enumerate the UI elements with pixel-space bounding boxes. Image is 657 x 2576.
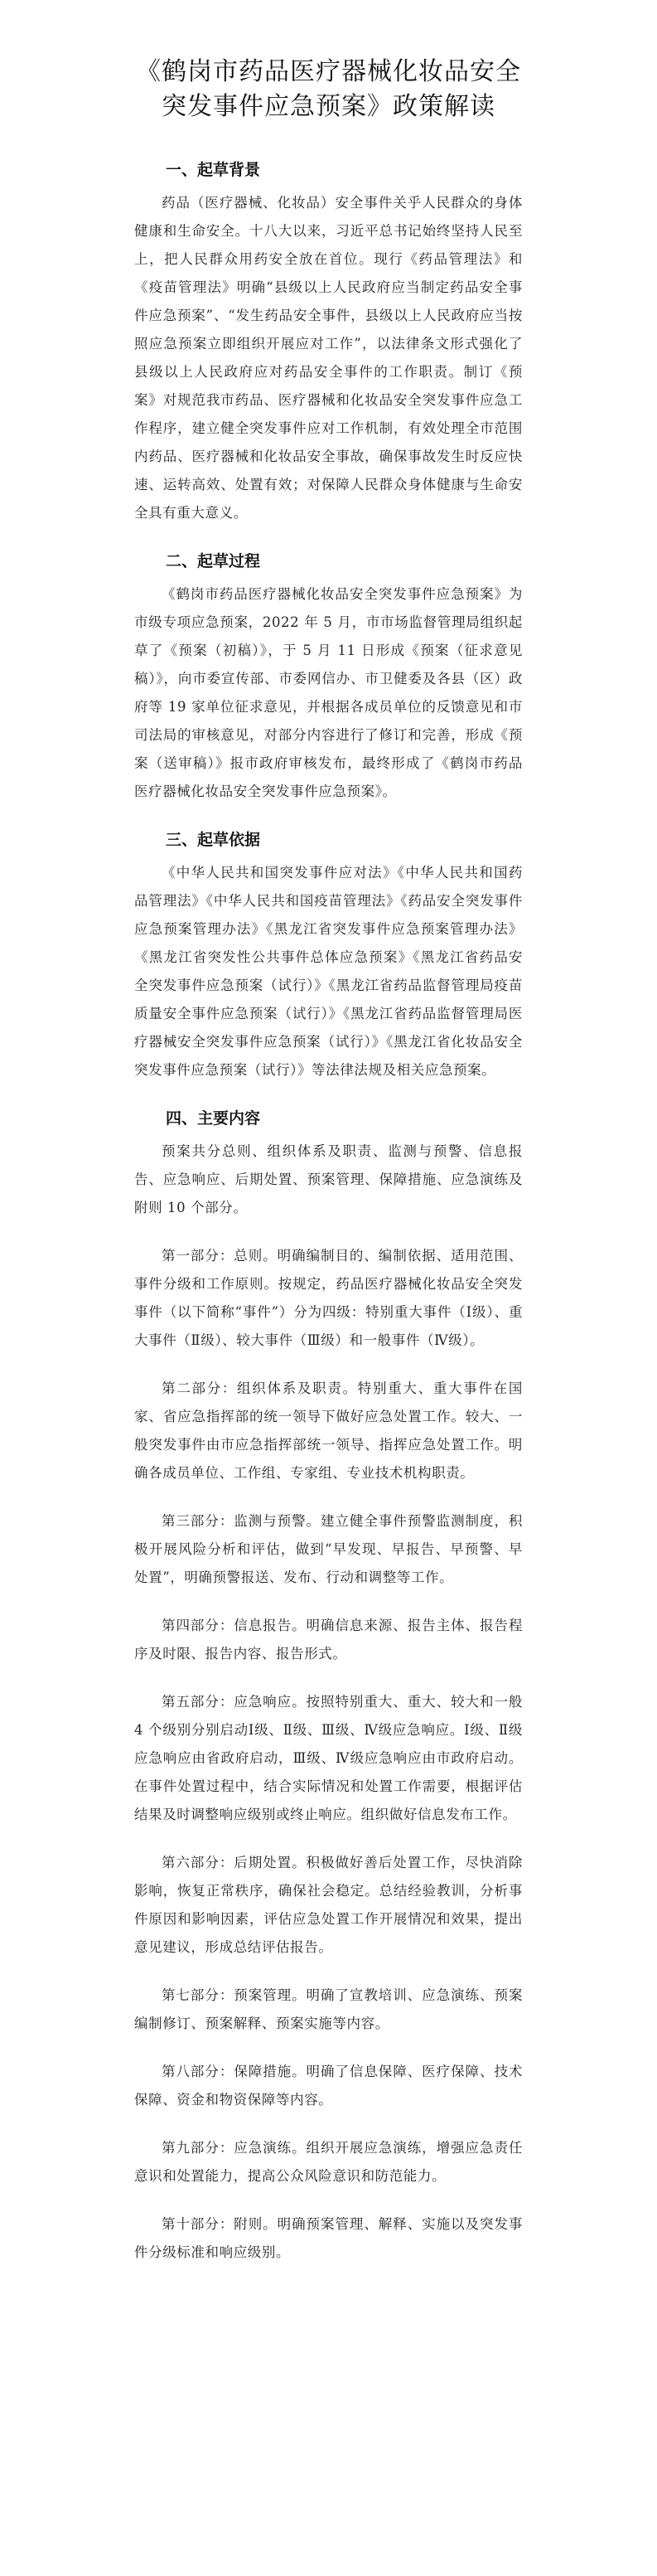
part-7-paragraph: 第七部分：预案管理。明确了宣教培训、应急演练、预案编制修订、预案解释、预案实施等内容。 — [134, 1987, 523, 2031]
section-paragraph: 《中华人民共和国突发事件应对法》《中华人民共和国药品管理法》《中华人民共和国疫苗管理法》《药品安全突发事件应急预案管理办法》《黑龙江省突发事件应急预案管理办法》《黑龙江省突发性公共事件总体应急预案》《黑龙江省药品安全突发事件应急预案（试行）》《黑龙江省药品监督管理局疫苗质量安全事件应急预案（试行）》《黑龙江省药品监督管理局医疗器械安全突发事件应急预案（试行）》《黑龙江省化妆品安全突发事件应急预案（试行）》等法律法规及相关应急预案。 — [134, 865, 523, 1078]
section-background — [134, 156, 523, 527]
document-title-line-1: 《鹤岗市药品医疗器械化妆品安全 — [136, 57, 521, 86]
section-paragraph: 预案共分总则、组织体系及职责、监测与预警、信息报告、应急响应、后期处置、预案管理、保障措施、应急演练及附则 10 个部分。 — [134, 1143, 523, 1215]
document-title-line-2: 突发事件应急预案》政策解读 — [162, 92, 495, 121]
section-heading: 三、起草依据 — [166, 831, 261, 849]
section-heading: 二、起草过程 — [166, 552, 261, 570]
section-main-content — [134, 1104, 523, 2267]
part-1-paragraph: 第一部分：总则。明确编制目的、编制依据、适用范围、事件分级和工作原则。按规定，药品医疗器械化妆品安全突发事件（以下简称“事件”）分为四级：特别重大事件（Ⅰ级）、重大事件（Ⅱ级）、较大事件（Ⅲ级）和一般事件（Ⅳ级）。 — [134, 1248, 523, 1348]
part-8-paragraph: 第八部分：保障措施。明确了信息保障、医疗保障、技术保障、资金和物资保障等内容。 — [134, 2064, 523, 2108]
section-paragraph: 《鹤岗市药品医疗器械化妆品安全突发事件应急预案》为市级专项应急预案，2022 年 5 月，市市场监督管理局组织起草了《预案（初稿）》，于 5 月 11 日形成《预案（征求意见稿）》，向市委宣传部、市委网信办、市卫健委及各县（区）政府等 19 家单位征求意见，并根据各成员单位的反馈意见和市司法局的审核意见，对部分内容进行了修订和完善，形成《预案（送审稿）》报市政府审核发布，最终形成了《鹤岗市药品医疗器械化妆品安全突发事件应急预案》。 — [134, 586, 523, 799]
part-10-paragraph: 第十部分：附则。明确预案管理、解释、实施以及突发事件分级标准和响应级别。 — [134, 2216, 523, 2260]
part-4-paragraph: 第四部分：信息报告。明确信息来源、报告主体、报告程序及时限、报告内容、报告形式。 — [134, 1618, 523, 1662]
part-9-paragraph: 第九部分：应急演练。组织开展应急演练，增强应急责任意识和处置能力，提高公众风险意识和防范能力。 — [134, 2140, 523, 2184]
section-heading: 一、起草背景 — [166, 161, 261, 179]
section-paragraph: 药品（医疗器械、化妆品）安全事件关乎人民群众的身体健康和生命安全。十八大以来，习近平总书记始终坚持人民至上，把人民群众用药安全放在首位。现行《药品管理法》和《疫苗管理法》明确“县级以上人民政府应当制定药品安全事件应急预案”、“发生药品安全事件，县级以上人民政府应当按照应急预案立即组织开展应对工作”，以法律条文形式强化了县级以上人民政府应对药品安全事件的工作职责。制订《预案》对规范我市药品、医疗器械和化妆品安全突发事件应急工作程序，建立健全突发事件应对工作机制，有效处理全市范围内药品、医疗器械和化妆品安全事故，确保事故发生时反应快速、运转高效、处置有效；对保障人民群众身体健康与生命安全具有重大意义。 — [134, 195, 523, 521]
part-5-paragraph: 第五部分：应急响应。按照特别重大、重大、较大和一般 4 个级别分别启动Ⅰ级、Ⅱ级、Ⅲ级、Ⅳ级应急响应。Ⅰ级、Ⅱ级应急响应由省政府启动，Ⅲ级、Ⅳ级应急响应由市政府启动。在事件处置过程中，结合实际情况和处置工作需要，根据评估结果及时调整响应级别或终止响应。组织做好信息发布工作。 — [134, 1694, 523, 1822]
part-2-paragraph: 第二部分：组织体系及职责。特别重大、重大事件在国家、省应急指挥部的统一领导下做好应急处置工作。较大、一般突发事件由市应急指挥部统一领导、指挥应急处置工作。明确各成员单位、工作组、专家组、专业技术机构职责。 — [134, 1380, 523, 1481]
document-title — [134, 55, 523, 124]
section-heading: 四、主要内容 — [166, 1109, 261, 1128]
section-basis — [134, 826, 523, 1084]
section-process — [134, 547, 523, 806]
part-6-paragraph: 第六部分：后期处置。积极做好善后处置工作，尽快消除影响，恢复正常秩序，确保社会稳定。总结经验教训，分析事件原因和影响因素，评估应急处置工作开展情况和效果，提出意见建议，形成总结评估报告。 — [134, 1855, 523, 1955]
part-3-paragraph: 第三部分：监测与预警。建立健全事件预警监测制度，积极开展风险分析和评估，做到“早发现、早报告、早预警、早处置”，明确预警报送、发布、行动和调整等工作。 — [134, 1513, 523, 1585]
